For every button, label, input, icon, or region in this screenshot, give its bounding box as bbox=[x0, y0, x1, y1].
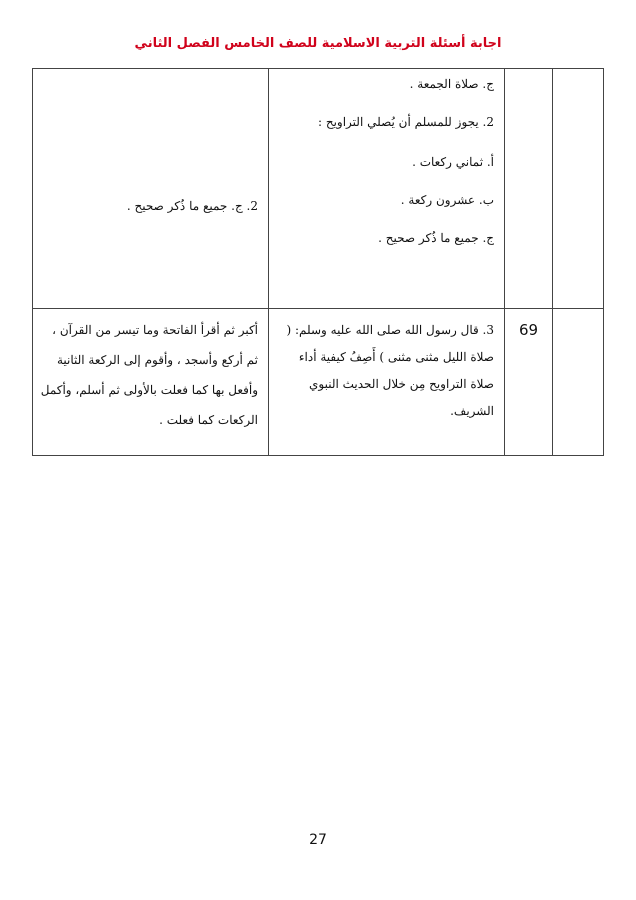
option-line: أ. ثماني ركعات . bbox=[412, 155, 494, 169]
blank-cell bbox=[553, 69, 604, 309]
table-row bbox=[33, 69, 604, 309]
option-line: ب. عشرون ركعة . bbox=[400, 193, 494, 207]
option-line: ج. جميع ما ذُكر صحيح . bbox=[378, 231, 494, 245]
question-number: 69 bbox=[518, 321, 539, 339]
question-line: 2. يجوز للمسلم أن يُصلي التراويح : bbox=[317, 115, 494, 129]
question-line: ج. صلاة الجمعة . bbox=[409, 77, 494, 91]
page-header-title: اجابة أسئلة التربية الاسلامية للصف الخامس الفصل الثاني bbox=[134, 36, 502, 51]
answers-table bbox=[32, 68, 604, 456]
answer-text: أكبر ثم أقرأ الفاتحة وما تيسر من القرآن ، ثم أركع وأسجد ، وأقوم إلى الركعة الثانية وأفعل بها كما فعلت بالأولى ثم أسلم، وأكمل الركعات كما فعلت . bbox=[40, 323, 258, 427]
page-number: 27 bbox=[309, 832, 327, 848]
number-cell bbox=[505, 309, 553, 456]
question-text: 3. قال رسول الله صلى الله عليه وسلم: ( صلاة الليل مثنى مثنى ) أَصِفُ كيفية أداء صلاة التراويح مِن خلال الحديث النبوي الشريف. bbox=[286, 323, 494, 418]
answer-cell bbox=[33, 69, 269, 309]
table-row bbox=[33, 309, 604, 456]
number-cell bbox=[505, 69, 553, 309]
answer-cell bbox=[33, 309, 269, 456]
blank-cell bbox=[553, 309, 604, 456]
answer-text: 2. ج. جميع ما ذُكر صحيح . bbox=[126, 199, 258, 213]
question-cell bbox=[269, 69, 505, 309]
question-cell bbox=[269, 309, 505, 456]
